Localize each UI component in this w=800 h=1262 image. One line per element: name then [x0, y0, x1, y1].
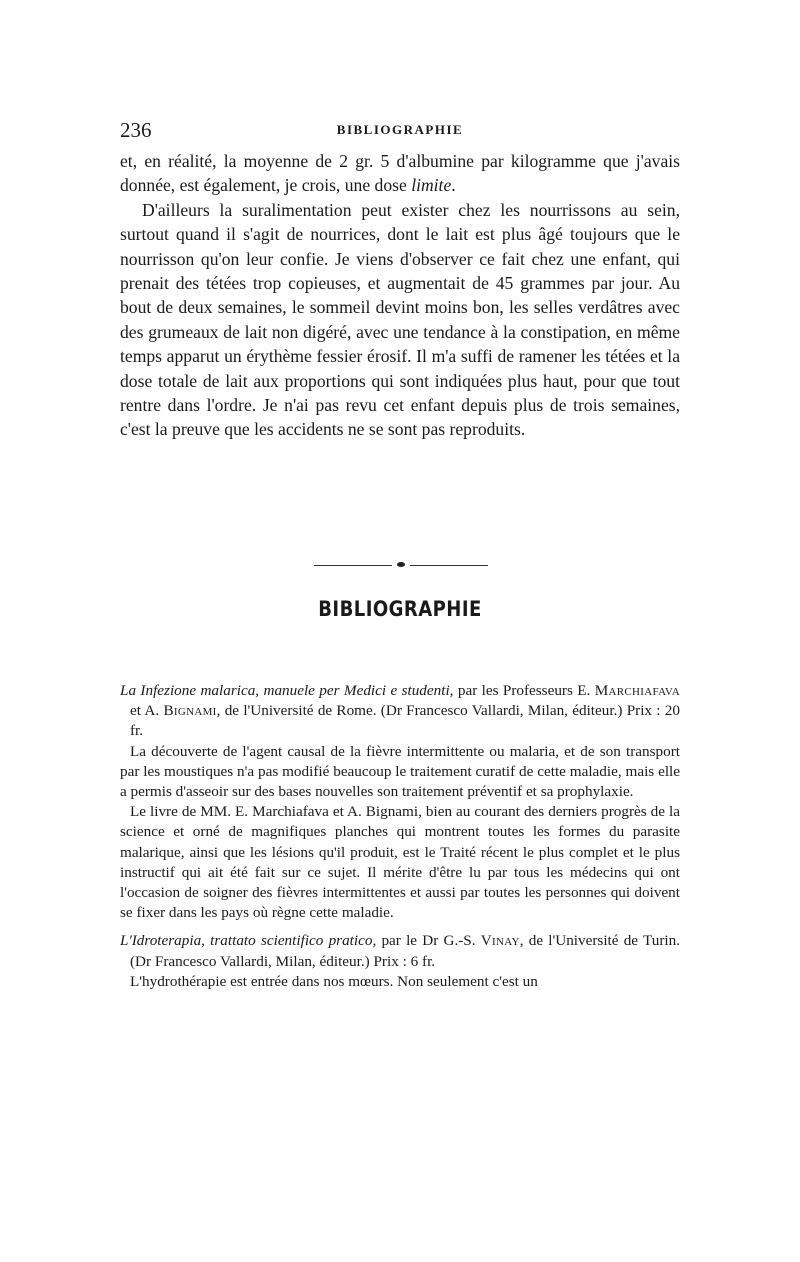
body-paragraph-2: D'ailleurs la suralimentation peut exister chez les nourrissons au sein, surtout quand il s'agit de nourrices, dont le lait est plus âgé toujours que le nourrisson qu'on leur confie. Je viens d'observer ce fait chez une enfant, qui prenait des tétées trop copieuses, et augmentait de 45 grammes par jour. Au bout de deux semaines, le sommeil devint moins bon, les selles verdâtres avec des grumeaux de lait non digéré, avec une tendance à la constipation, en même temps apparut un érythème fessier érosif. Il m'a suffi de ramener les tétées et la dose totale de lait aux proportions qui sont indiquées plus haut, pour que tout rentre dans l'ordre. Je n'ai pas revu cet enfant depuis plus de trois semaines, c'est la preuve que les accidents ne se sont pas reproduits.: [120, 199, 680, 440]
divider-ornament-icon: [396, 561, 406, 569]
review-1-author-1: Marchiafava: [594, 682, 681, 699]
section-heading: BIBLIOGRAPHIE: [318, 597, 482, 621]
review-1-paragraph-2: Le livre de MM. E. Marchiafava et A. Bignami, bien au courant des derniers progrès de la science et orné de magnifiques planches qui montrent toutes les formes du parasite malarique, ainsi que les lésions qu'il produit, est le Traité récent le plus complet et le plus instructif qui ait été fait sur ce sujet. Il mérite d'être lu par tous les médecins qui ont l'occasion de soigner des fièvres intermittentes et aussi par toutes les personnes qui doivent se fixer dans les pays où règne cette maladie.: [120, 803, 680, 922]
review-2-reference: L'Idroterapia, trattato scientifico pratico, par le Dr G.-S. Vinay, de l'Université de Turin. (Dr Francesco Vallardi, Milan, éditeur.) Prix : 6 fr.: [120, 932, 680, 970]
section-divider: [314, 562, 488, 570]
review-1-title: La Infezione malarica, manuele per Medici e studenti,: [120, 682, 454, 699]
review-2-title: L'Idroterapia, trattato scientifico pratico,: [120, 932, 377, 950]
running-title: BIBLIOGRAPHIE: [336, 122, 464, 137]
body-paragraph-1: et, en réalité, la moyenne de 2 gr. 5 d'albumine par kilogramme que j'avais donnée, est également, je crois, une dose limite.: [120, 151, 680, 196]
page-number: 236: [120, 118, 152, 142]
review-1-author-2: Bignami: [163, 702, 217, 720]
reviews: [120, 681, 680, 992]
body-text: [120, 149, 680, 442]
review-1-paragraph-1: La découverte de l'agent causal de la fièvre intermittente ou malaria, et de son transport par les moustiques n'a pas modifié beaucoup le traitement curatif de cette maladie, mais elle a permis d'asseoir sur des bases nouvelles son traitement préventif et sa prophylaxie.: [120, 742, 680, 801]
emphasis-word: limite: [411, 175, 452, 196]
review-1-reference: La Infezione malarica, manuele per Medici e studenti, par les Professeurs E. Marchiafava et A. Bignami, de l'Université de Rome. (Dr Francesco Vallardi, Milan, éditeur.) Prix : 20 fr.: [120, 682, 681, 740]
review-spacer: [120, 923, 680, 931]
divider-rule-left: [314, 565, 392, 566]
review-2-paragraph-1: L'hydrothérapie est entrée dans nos mœurs. Non seulement c'est un: [130, 972, 538, 990]
divider-rule-right: [410, 565, 488, 566]
review-2-author: Vinay: [480, 932, 520, 950]
running-head: [120, 118, 680, 142]
